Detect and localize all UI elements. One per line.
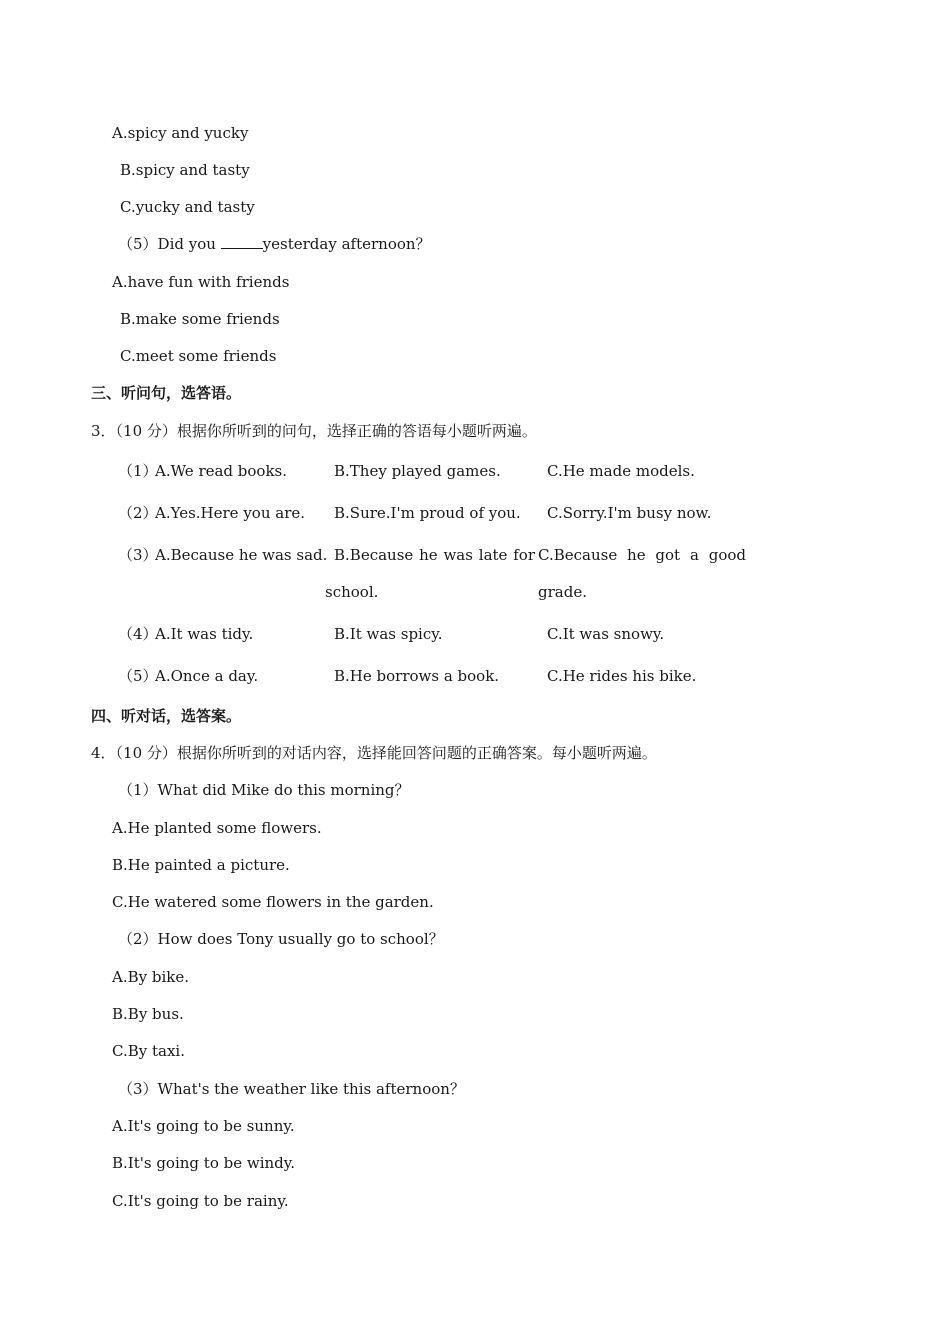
option-a: A.Once a day. [155, 667, 259, 685]
option-text: C.yucky and tasty [120, 198, 255, 216]
section-instruction: 4．（10 分）根据你所听到的对话内容，选择能回答问题的正确答案。每小题听两遍。 [91, 744, 657, 762]
option-a: A.We read books. [155, 462, 288, 480]
option-c: C.Sorry.I'm busy now. [547, 504, 712, 522]
option-text: B.By bus. [112, 1005, 184, 1023]
option-text: C.It's going to be rainy. [112, 1192, 289, 1210]
option-text: C.By taxi. [112, 1042, 185, 1060]
item-number: （2） [118, 504, 158, 522]
option-c: C.He rides his bike. [547, 667, 697, 685]
option-b: B.It was spicy. [334, 625, 443, 643]
item-number: （5） [118, 667, 158, 685]
item-number: （4） [118, 625, 158, 643]
option-a: A.Because he was sad. [155, 546, 328, 564]
option-text: C.He watered some flowers in the garden. [112, 893, 434, 911]
option-b: B.Sure.I'm proud of you. [334, 504, 521, 522]
item-number: （1） [118, 462, 158, 480]
option-text: A.It's going to be sunny. [112, 1117, 295, 1135]
section-instruction: 3．（10 分）根据你所听到的问句，选择正确的答语每小题听两遍。 [91, 422, 537, 440]
stem-before: （5）Did you [118, 235, 221, 253]
option-b: B.He borrows a book. [334, 667, 500, 685]
option-b: B.Because he was late for [334, 546, 535, 564]
option-text: B.spicy and tasty [120, 161, 250, 179]
option-c: C.He made models. [547, 462, 695, 480]
answer-blank [221, 235, 263, 249]
answer-row [118, 666, 758, 686]
option-c-continued: grade. [538, 583, 587, 601]
answer-row [118, 461, 758, 481]
question-stem: （1）What did Mike do this morning？ [118, 781, 410, 799]
option-c: C.Because he got a good [538, 546, 746, 564]
answer-row-continuation [118, 582, 758, 602]
stem-after: yesterday afternoon？ [262, 235, 431, 253]
section-heading: 四、听对话，选答案。 [91, 707, 242, 725]
option-text: A.spicy and yucky [112, 124, 249, 142]
option-b-continued: school. [325, 583, 379, 601]
answer-row [118, 503, 758, 523]
answer-row [118, 624, 758, 644]
option-text: A.have fun with friends [112, 273, 290, 291]
item-number: （3） [118, 546, 158, 564]
section-heading: 三、听问句，选答语。 [91, 384, 242, 402]
option-text: A.By bike. [112, 968, 189, 986]
question-stem: （3）What's the weather like this afternoon？ [118, 1080, 465, 1098]
question-stem: （2）How does Tony usually go to school？ [118, 930, 444, 948]
answer-row [118, 545, 758, 565]
option-text: B.make some friends [120, 310, 280, 328]
option-text: C.meet some friends [120, 347, 277, 365]
option-text: A.He planted some flowers. [112, 819, 322, 837]
question-stem [118, 234, 431, 254]
option-a: A.Yes.Here you are. [155, 504, 306, 522]
option-c: C.It was snowy. [547, 625, 665, 643]
option-b: B.They played games. [334, 462, 501, 480]
option-text: B.He painted a picture. [112, 856, 290, 874]
option-text: B.It's going to be windy. [112, 1154, 296, 1172]
option-a: A.It was tidy. [155, 625, 254, 643]
